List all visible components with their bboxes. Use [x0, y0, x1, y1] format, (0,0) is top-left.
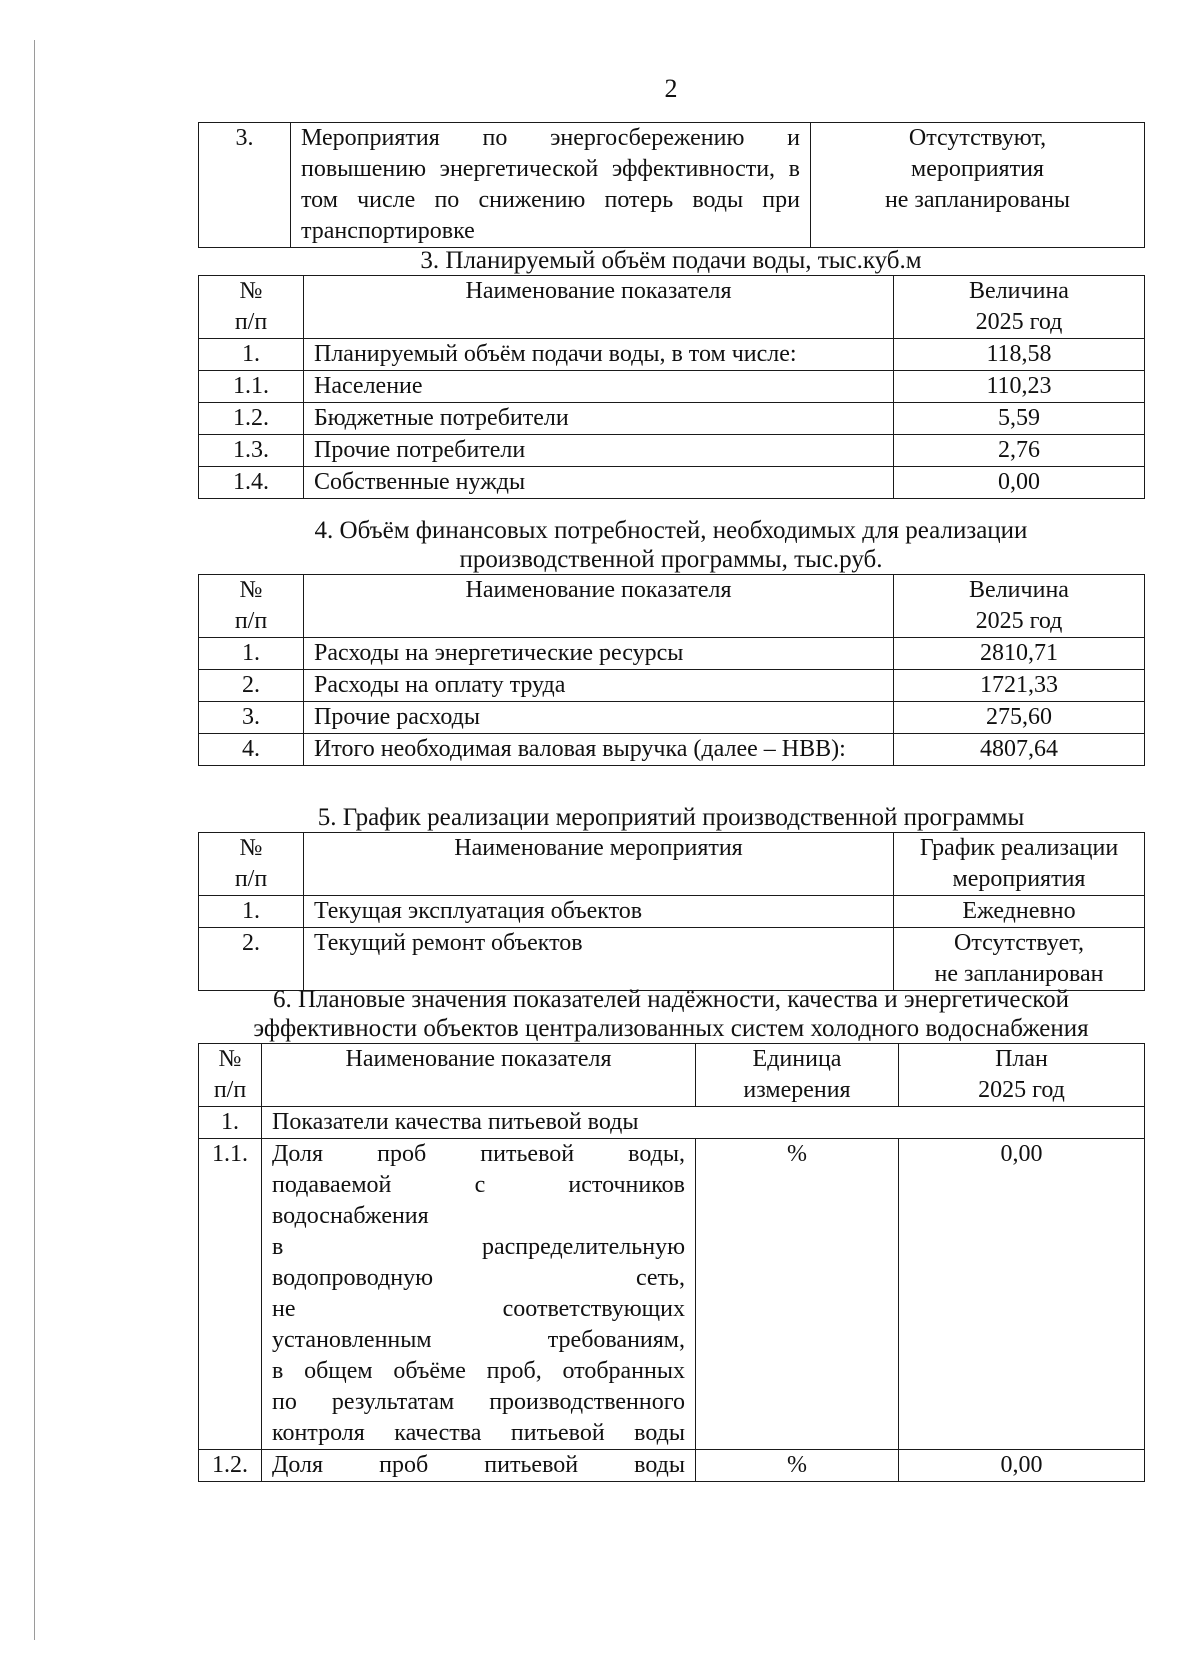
- table-row: [199, 702, 1145, 734]
- row-name: [262, 1139, 696, 1450]
- header-num: [199, 575, 304, 638]
- row-number: 3.: [199, 702, 304, 734]
- row-number: 1.3.: [199, 435, 304, 467]
- row-number: 1.: [199, 638, 304, 670]
- row-name: Итого необходимая валовая выручка (далее – НВВ):: [304, 734, 894, 766]
- row-name-line: в общем объёме проб, отобранных: [272, 1358, 685, 1384]
- table-header-row: [199, 833, 1145, 896]
- financial-needs-table: [198, 574, 1145, 766]
- header-value-line: Величина: [969, 278, 1069, 304]
- row-value: 2,76: [894, 435, 1145, 467]
- row-unit: %: [696, 1450, 899, 1482]
- header-unit: [696, 1044, 899, 1107]
- header-num-line: п/п: [234, 608, 268, 634]
- header-name: Наименование показателя: [262, 1044, 696, 1107]
- row-name-line: водопроводную сеть,: [272, 1265, 685, 1291]
- header-num-line: №: [239, 835, 263, 861]
- header-num-line: п/п: [234, 309, 268, 335]
- table-row: [199, 896, 1145, 928]
- table-header-row: [199, 575, 1145, 638]
- header-num-line: №: [239, 278, 263, 304]
- measures-table: [198, 122, 1145, 248]
- row-value: 110,23: [894, 371, 1145, 403]
- row-name-line: не соответствующих: [272, 1296, 685, 1322]
- header-value: [894, 575, 1145, 638]
- measure-status: [811, 123, 1145, 248]
- row-name-line: по результатам производственного: [272, 1389, 685, 1415]
- header-num-line: п/п: [234, 866, 268, 892]
- row-number: 1.2.: [199, 1450, 262, 1482]
- group-name: Показатели качества питьевой воды: [262, 1107, 1145, 1139]
- table-row: [199, 123, 1145, 248]
- schedule-table: [198, 832, 1145, 991]
- row-unit: %: [696, 1139, 899, 1450]
- row-name: Текущая эксплуатация объектов: [304, 896, 894, 928]
- row-number: 2.: [199, 670, 304, 702]
- section-4: [198, 516, 1144, 766]
- table-row: [199, 339, 1145, 371]
- header-value-line: 2025 год: [975, 309, 1063, 335]
- schedule-line: Отсутствует,: [954, 930, 1084, 956]
- table-row: [199, 928, 1145, 991]
- status-line: Отсутствуют,: [908, 125, 1047, 151]
- table-row: [199, 403, 1145, 435]
- header-unit-line: измерения: [743, 1077, 851, 1103]
- indicators-table: [198, 1043, 1145, 1482]
- row-value: 0,00: [894, 467, 1145, 499]
- row-number: 2.: [199, 928, 304, 991]
- section-6-title-line: 6. Плановые значения показателей надёжности, качества и энергетической: [272, 986, 1070, 1013]
- water-supply-table: [198, 275, 1145, 499]
- row-name-line: установленным требованиям,: [272, 1327, 685, 1353]
- section-6-title-line: эффективности объектов централизованных систем холодного водоснабжения: [253, 1015, 1089, 1042]
- row-value: 1721,33: [894, 670, 1145, 702]
- row-number: 1.: [199, 896, 304, 928]
- header-name: Наименование показателя: [304, 276, 894, 339]
- row-plan: 0,00: [899, 1450, 1145, 1482]
- header-num-line: №: [239, 577, 263, 603]
- section-6-title: [198, 985, 1144, 1043]
- row-schedule: [894, 896, 1145, 928]
- row-value: 2810,71: [894, 638, 1145, 670]
- row-name: Планируемый объём подачи воды, в том числе:: [304, 339, 894, 371]
- table-row: [199, 1139, 1145, 1450]
- table-row: [199, 371, 1145, 403]
- section-3: [198, 246, 1144, 499]
- measure-name: Мероприятия по энергосбережению и повышению энергетической эффективности, в том числе по снижению потерь воды при транспортировке: [291, 123, 811, 248]
- row-name-line: подаваемой с источников: [272, 1172, 685, 1198]
- schedule-line: не запланирован: [934, 961, 1104, 987]
- row-value: 5,59: [894, 403, 1145, 435]
- section-4-title-line: производственной программы, тыс.руб.: [459, 546, 883, 573]
- row-number: 1.2.: [199, 403, 304, 435]
- table-group-row: [199, 1107, 1145, 1139]
- table-row: [199, 734, 1145, 766]
- header-num: [199, 833, 304, 896]
- row-number: 4.: [199, 734, 304, 766]
- header-name: Наименование мероприятия: [304, 833, 894, 896]
- header-num: [199, 1044, 262, 1107]
- header-num-line: №: [218, 1046, 242, 1072]
- section-4-title-line: 4. Объём финансовых потребностей, необходимых для реализации: [314, 517, 1028, 544]
- measures-table-continuation: [198, 122, 1144, 248]
- row-number: 1.: [199, 339, 304, 371]
- table-row: [199, 638, 1145, 670]
- row-number: 3.: [199, 123, 291, 248]
- section-5: [198, 803, 1144, 991]
- header-schedule-line: График реализации: [919, 835, 1119, 861]
- row-name-line: Доля проб питьевой воды,: [272, 1141, 685, 1167]
- header-value-line: Величина: [969, 577, 1069, 603]
- header-schedule: [894, 833, 1145, 896]
- row-value: 275,60: [894, 702, 1145, 734]
- table-row: [199, 1450, 1145, 1482]
- header-value-line: 2025 год: [975, 608, 1063, 634]
- header-schedule-line: мероприятия: [952, 866, 1086, 892]
- row-schedule: [894, 928, 1145, 991]
- row-number: 1.1.: [199, 1139, 262, 1450]
- row-name-line: в распределительную: [272, 1234, 685, 1260]
- row-name-line: водоснабжения: [272, 1203, 429, 1229]
- row-name: Расходы на энергетические ресурсы: [304, 638, 894, 670]
- header-plan-line: План: [995, 1046, 1048, 1072]
- row-name: Собственные нужды: [304, 467, 894, 499]
- row-value: 4807,64: [894, 734, 1145, 766]
- row-name-line: контроля качества питьевой воды: [272, 1420, 685, 1446]
- header-plan-line: 2025 год: [978, 1077, 1065, 1103]
- group-number: 1.: [199, 1107, 262, 1139]
- row-value: 118,58: [894, 339, 1145, 371]
- table-header-row: [199, 276, 1145, 339]
- header-plan: [899, 1044, 1145, 1107]
- header-unit-line: Единица: [752, 1046, 842, 1072]
- header-name: Наименование показателя: [304, 575, 894, 638]
- section-5-title: 5. График реализации мероприятий производственной программы: [317, 804, 1025, 831]
- row-name: Расходы на оплату труда: [304, 670, 894, 702]
- table-row: [199, 670, 1145, 702]
- table-row: [199, 467, 1145, 499]
- header-num: [199, 276, 304, 339]
- section-3-title: 3. Планируемый объём подачи воды, тыс.куб.м: [420, 247, 922, 274]
- row-name: Текущий ремонт объектов: [304, 928, 894, 991]
- page-number: 2: [664, 74, 678, 103]
- status-line: не запланированы: [884, 187, 1071, 213]
- row-number: 1.4.: [199, 467, 304, 499]
- header-value: [894, 276, 1145, 339]
- scan-margin-line: [34, 40, 35, 1640]
- header-num-line: п/п: [213, 1077, 247, 1103]
- table-header-row: [199, 1044, 1145, 1107]
- section-6: [198, 985, 1144, 1482]
- row-number: 1.1.: [199, 371, 304, 403]
- row-name: Бюджетные потребители: [304, 403, 894, 435]
- schedule-line: Ежедневно: [962, 898, 1076, 924]
- row-name: Доля проб питьевой воды: [262, 1450, 696, 1482]
- row-name: Прочие потребители: [304, 435, 894, 467]
- status-line: мероприятия: [911, 156, 1044, 182]
- row-plan: 0,00: [899, 1139, 1145, 1450]
- row-name: Население: [304, 371, 894, 403]
- section-4-title: [198, 516, 1144, 574]
- table-row: [199, 435, 1145, 467]
- row-name: Прочие расходы: [304, 702, 894, 734]
